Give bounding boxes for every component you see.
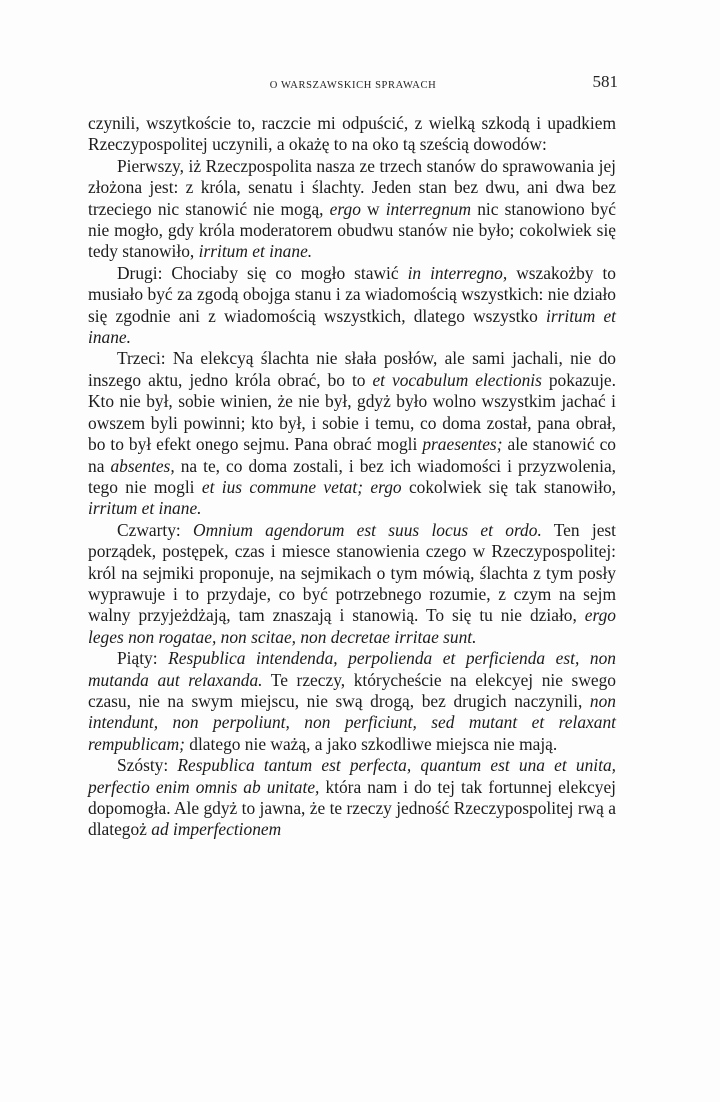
text-run: Te rzeczy, którycheście na elekcyej nie swego czasu, nie na swym miejscu, nie swą drogą, bez drugich naczynili, [88, 669, 616, 711]
latin-phrase: Respublica tantum est perfecta, quantum est una et unita, perfectio enim omnis ab unitate, [88, 755, 616, 797]
paragraph [88, 348, 616, 519]
body-text [88, 113, 616, 841]
latin-phrase: ergo [329, 198, 361, 219]
latin-phrase: Respublica intendenda, perpolienda et perficienda est, non mutanda aut relaxanda. [88, 648, 616, 690]
paragraph [88, 648, 616, 755]
paragraph [88, 520, 616, 648]
text-run: Czwarty: [117, 519, 194, 540]
text-run: nic stanowiono być nie mogło, gdy króla moderatorem obudwu stanów nie było; cokolwiek się tedy stanowiło, [88, 198, 616, 262]
latin-phrase: et vocabulum electionis [372, 369, 542, 390]
latin-phrase: ad imperfectionem [151, 819, 282, 840]
latin-phrase: absentes, [110, 455, 175, 476]
latin-phrase: irritum et inane. [88, 305, 617, 348]
running-head: O WARSZAWSKICH SPRAWACH [269, 80, 437, 91]
text-run: cokolwiek się tak stanowiło, [401, 476, 617, 497]
text-run: wszakożby to musiało być za zgodą obojga stanu i za wiadomością wszystkich: nie działo się zgodnie ani z wiadomością wszystkich, dlatego wszystko [88, 262, 616, 326]
latin-phrase: in interregno, [407, 262, 508, 283]
text-run: ale stanowić co na [88, 434, 616, 476]
text-run: w [360, 198, 386, 219]
latin-phrase: irritum et inane. [88, 498, 202, 519]
paragraph [88, 156, 616, 263]
text-run: Ten jest porządek, postępek, czas i miesce stanowienia czego w Rzeczypospolitej: król na sejmiki proponuje, na sejmikach o tym mówią, ślachta z tym posły wyprawuje i to przydaje, co być potrzebnego rozumie, z czym na sejm walny przyjeżdżają, tam znaszają i stanowią. To się tu nie działo, [88, 519, 617, 626]
latin-phrase: irritum et inane. [198, 241, 313, 262]
text-run: Piąty: [117, 648, 169, 669]
latin-phrase: non intendunt, non perpoliunt, non perficiunt, sed mutant et relaxant rempublicam; [88, 690, 616, 754]
paragraph [88, 113, 616, 156]
text-run: na te, co doma zostali, i bez ich wiadomości i przyzwolenia, tego nie mogli [88, 455, 617, 497]
text-run: Pierwszy, iż Rzeczpospolita nasza ze trzech stanów do sprawowania jej złożona jest: z króla, senatu i ślachty. Jeden stan bez dwu, ani dwa bez trzeciego nic stanowić nie mogą, [88, 155, 616, 219]
text-run: która nam i do tej tak fortunnej elekcyej dopomogła. Ale gdyż to jawna, że te rzeczy jedność Rzeczypospolitej rwą a dlategoż [88, 776, 617, 840]
latin-phrase: interregnum [385, 198, 472, 219]
page-header [88, 72, 618, 102]
text-run: Drugi: Chociaby się co mogło stawić [117, 262, 408, 283]
latin-phrase: ergo leges non rogatae, non scitae, non decretae irritae sunt. [88, 605, 616, 647]
paragraph [88, 263, 616, 349]
latin-phrase: et ius commune vetat; ergo [201, 476, 402, 497]
text-run: pokazuje. Kto nie był, sobie winien, że nie był, gdyż było wolno wszystkim jachać i owszem byli powinni; kto był, i sobie i temu, co doma został, pana obrał, bo to był efekt onego sejmu. Pana obrać mogli [88, 369, 616, 455]
text-run: Szósty: [117, 755, 178, 776]
page-number: 581 [592, 72, 618, 91]
text-run: Trzeci: Na elekcyą ślachta nie słała posłów, ale sami jachali, nie do inszego aktu, jedno króla obrać, bo to [88, 348, 616, 390]
text-run: dlatego nie ważą, a jako szkodliwe miejsca nie mają. [184, 733, 558, 754]
latin-phrase: praesentes; [422, 434, 503, 455]
text-run: czynili, wszytkoście to, raczcie mi odpuścić, z wielką szkodą i upadkiem Rzeczypospolitej uczynili, a okażę to na oko tą sześcią dowodów: [88, 113, 616, 155]
paragraph [88, 755, 616, 841]
latin-phrase: Omnium agendorum est suus locus et ordo. [193, 519, 542, 540]
